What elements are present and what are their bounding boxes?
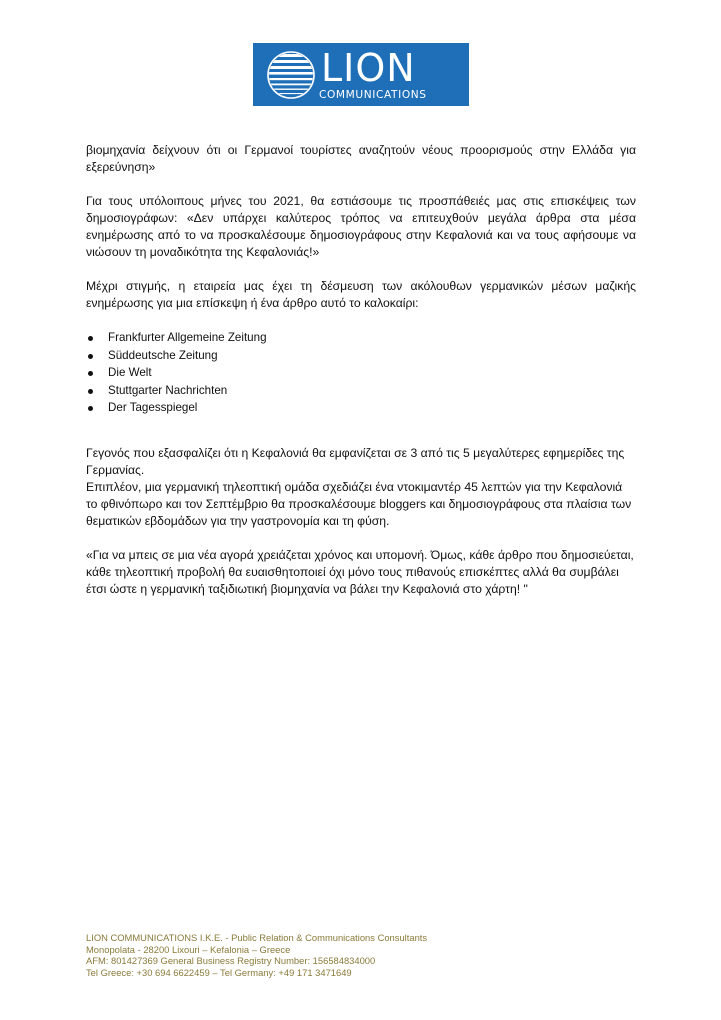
document-body xyxy=(86,142,636,615)
paragraph-quote: «Για να μπεις σε μια νέα αγορά χρειάζεται χρόνος και υπομονή. Όμως, κάθε άρθρο που δημοσιεύεται, κάθε τηλεοπτική προβολή θα ευαισθητοποιεί όχι μόνο τους πιθανούς επισκέπτες αλλά θα συμβάλει έτσι ώστε η γερμανική ταξιδιωτική βιομηχανία να βάλει την Κεφαλονιά στο χάρτη! " xyxy=(86,547,634,596)
company-footer xyxy=(86,932,646,978)
logo-word: LION xyxy=(321,46,416,90)
paragraph-media-commitment: Μέχρι στιγμής, η εταιρεία μας έχει τη δέσμευση των ακόλουθων γερμανικών μέσων μαζικής ενημέρωσης για μια επίσκεψη ή ένα άρθρο αυτό το καλοκαίρι: xyxy=(86,279,636,310)
bullet-dot-icon xyxy=(88,406,93,411)
paragraph-journalist-visits: Για τους υπόλοιπους μήνες του 2021, θα εστιάσουμε τις προσπάθειές μας στις επισκέψεις των δημοσιογράφων: «Δεν υπάρχει καλύτερος τρόπος να επιτευχθούν μεγάλα άρθρα στα μέσα ενημέρωσης από το να προσκαλέσουμε δημοσιογράφους στην Κεφαλονιά και να τους αφήσουμε να νιώσουν τη μοναδικότητα της Κεφαλονιάς!» xyxy=(86,194,636,259)
bullet-dot-icon xyxy=(88,371,93,376)
paragraph-tv-documentary: Επιπλέον, μια γερμανική τηλεοπτική ομάδα σχεδιάζει ένα ντοκιμαντέρ 45 λεπτών για την Κεφαλονιά το φθινόπωρο και τον Σεπτέμβριο θα προσκαλέσουμε bloggers και δημοσιογράφους στα πλαίσια των θεματικών εβδομάδων για την γαστρονομία και τη φύση. xyxy=(86,479,632,528)
media-name: Frankfurter Allgemeine Zeitung xyxy=(108,331,267,344)
footer-phone-line: Tel Greece: +30 694 6622459 – Tel Germany: +49 171 3471649 xyxy=(86,966,352,978)
logo-subword: COMMUNICATIONS xyxy=(319,89,427,101)
list-item xyxy=(86,399,636,417)
list-item xyxy=(86,382,636,400)
lion-communications-logo xyxy=(253,43,469,106)
paragraph-newspapers: Γεγονός που εξασφαλίζει ότι η Κεφαλονιά θα εμφανίζεται σε 3 από τις 5 μεγαλύτερες εφημερίδες της Γερμανίας. xyxy=(86,445,625,477)
media-name: Die Welt xyxy=(108,366,152,379)
lion-logo-graphic xyxy=(253,43,469,106)
list-item xyxy=(86,329,636,347)
bullet-dot-icon xyxy=(88,354,93,359)
list-item xyxy=(86,347,636,365)
footer-company-line: LION COMMUNICATIONS I.K.E. - Public Relation & Communications Consultants xyxy=(86,932,428,943)
bullet-dot-icon xyxy=(88,336,93,341)
media-list xyxy=(86,329,636,417)
footer-registry-line: AFM: 801427369 General Business Registry Number: 156584834000 xyxy=(86,955,376,966)
media-name: Der Tagesspiegel xyxy=(108,401,198,414)
media-name: Süddeutsche Zeitung xyxy=(108,348,218,362)
list-item xyxy=(86,364,636,382)
paragraph-intro-end: βιομηχανία δείχνουν ότι οι Γερμανοί τουρίστες αναζητούν νέους προορισμούς στην Ελλάδα για εξερεύνηση» xyxy=(86,143,636,174)
footer-address-line: Monopolata - 28200 Lixouri – Kefalonia – Greece xyxy=(86,943,291,955)
media-name: Stuttgarter Nachrichten xyxy=(108,383,228,397)
bullet-dot-icon xyxy=(88,389,93,394)
